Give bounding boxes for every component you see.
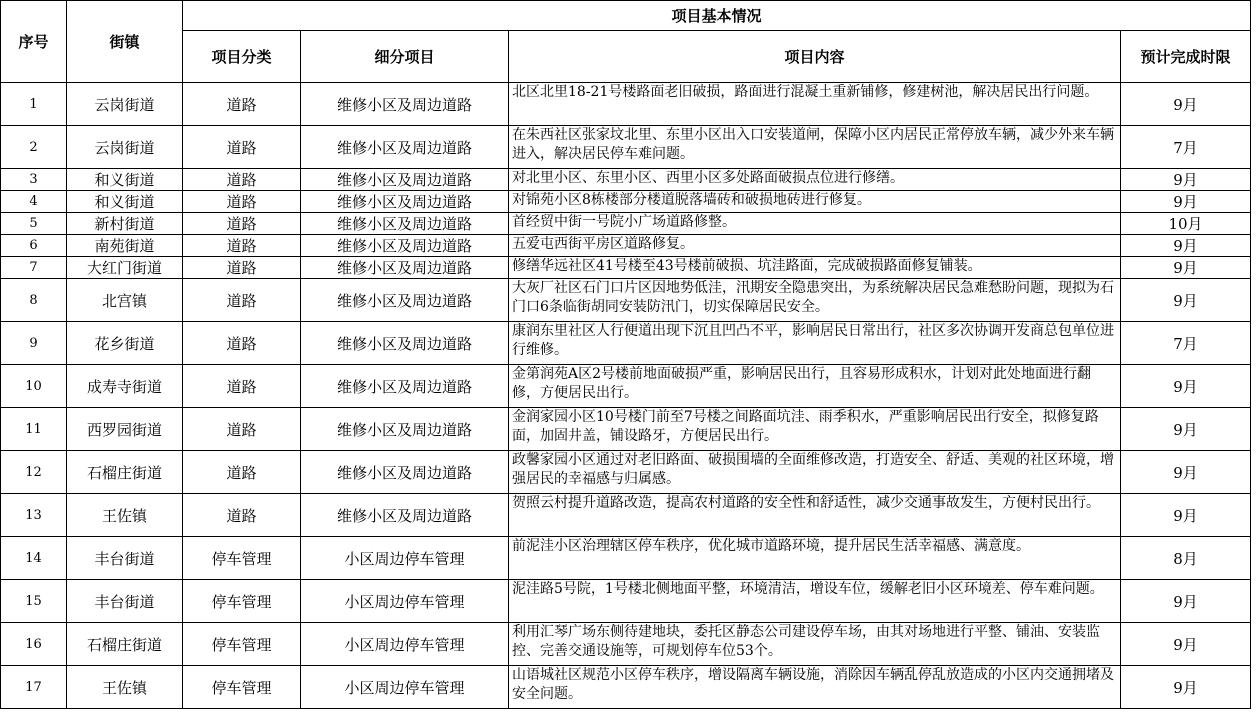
header-seq: 序号 [1,1,67,83]
cell-content: 对北里小区、东里小区、西里小区多处路面破损点位进行修缮。 [509,169,1121,191]
cell-subproject: 维修小区及周边道路 [301,191,509,213]
table-row [1,322,1251,365]
cell-category: 道路 [183,322,301,365]
cell-category: 道路 [183,279,301,322]
header-deadline: 预计完成时限 [1121,31,1251,83]
cell-subproject: 维修小区及周边道路 [301,494,509,537]
table-row [1,235,1251,257]
cell-seq: 3 [1,169,67,191]
cell-street: 北宫镇 [67,279,183,322]
cell-content: 前泥洼小区治理辖区停车秩序，优化城市道路环境，提升居民生活幸福感、满意度。 [509,537,1121,580]
cell-deadline: 9月 [1121,83,1251,126]
cell-content: 在朱西社区张家坟北里、东里小区出入口安装道闸，保障小区内居民正常停放车辆，减少外来车辆进入，解决居民停车难问题。 [509,126,1121,169]
table-row [1,126,1251,169]
cell-seq: 10 [1,365,67,408]
cell-street: 花乡街道 [67,322,183,365]
cell-subproject: 维修小区及周边道路 [301,322,509,365]
cell-content: 大灰厂社区石门口片区因地势低洼，汛期安全隐患突出，为系统解决居民急难愁盼问题，现拟为石门口6条临街胡同安装防汛门，切实保障居民安全。 [509,279,1121,322]
cell-subproject: 维修小区及周边道路 [301,235,509,257]
cell-street: 西罗园街道 [67,408,183,451]
cell-category: 停车管理 [183,623,301,666]
cell-street: 丰台街道 [67,580,183,623]
cell-street: 云岗街道 [67,126,183,169]
cell-street: 丰台街道 [67,537,183,580]
cell-street: 成寿寺街道 [67,365,183,408]
table-row [1,279,1251,322]
cell-category: 道路 [183,365,301,408]
cell-content: 首经贸中街一号院小广场道路修整。 [509,213,1121,235]
cell-content: 泥洼路5号院，1号楼北侧地面平整，环境清洁，增设车位，缓解老旧小区环境差、停车难问题。 [509,580,1121,623]
cell-subproject: 维修小区及周边道路 [301,213,509,235]
table-row [1,365,1251,408]
cell-subproject: 维修小区及周边道路 [301,126,509,169]
cell-seq: 4 [1,191,67,213]
cell-seq: 16 [1,623,67,666]
cell-deadline: 8月 [1121,537,1251,580]
table-row [1,408,1251,451]
table-row [1,191,1251,213]
cell-category: 道路 [183,191,301,213]
header-project-basic-info: 项目基本情况 [183,1,1251,31]
cell-category: 停车管理 [183,666,301,709]
cell-seq: 17 [1,666,67,709]
cell-content: 修缮华远社区41号楼至43号楼前破损、坑洼路面，完成破损路面修复铺装。 [509,257,1121,279]
header-content: 项目内容 [509,31,1121,83]
cell-seq: 14 [1,537,67,580]
cell-seq: 15 [1,580,67,623]
cell-street: 南苑街道 [67,235,183,257]
cell-content: 山语城社区规范小区停车秩序，增设隔离车辆设施，消除因车辆乱停乱放造成的小区内交通拥堵及安全问题。 [509,666,1121,709]
cell-street: 新村街道 [67,213,183,235]
cell-content: 康润东里社区人行便道出现下沉且凹凸不平，影响居民日常出行，社区多次协调开发商总包单位进行维修。 [509,322,1121,365]
cell-content: 五爱屯西街平房区道路修复。 [509,235,1121,257]
header-street: 街镇 [67,1,183,83]
cell-category: 道路 [183,494,301,537]
cell-street: 和义街道 [67,169,183,191]
cell-category: 道路 [183,169,301,191]
cell-deadline: 10月 [1121,213,1251,235]
cell-subproject: 维修小区及周边道路 [301,365,509,408]
cell-subproject: 维修小区及周边道路 [301,451,509,494]
table-row [1,169,1251,191]
cell-seq: 6 [1,235,67,257]
cell-seq: 11 [1,408,67,451]
cell-subproject: 维修小区及周边道路 [301,169,509,191]
cell-deadline: 9月 [1121,235,1251,257]
cell-category: 道路 [183,451,301,494]
cell-street: 石榴庄街道 [67,451,183,494]
cell-category: 道路 [183,126,301,169]
header-row-top [1,1,1251,31]
cell-deadline: 9月 [1121,257,1251,279]
table-row [1,623,1251,666]
cell-content: 贺照云村提升道路改造，提高农村道路的安全性和舒适性，减少交通事故发生，方便村民出行。 [509,494,1121,537]
cell-deadline: 9月 [1121,666,1251,709]
cell-category: 道路 [183,408,301,451]
cell-street: 和义街道 [67,191,183,213]
cell-content: 金第润苑A区2号楼前地面破损严重，影响居民出行，且容易形成积水，计划对此处地面进行翻修，方便居民出行。 [509,365,1121,408]
cell-seq: 12 [1,451,67,494]
header-row-sub [1,31,1251,83]
cell-category: 道路 [183,83,301,126]
cell-deadline: 9月 [1121,580,1251,623]
table-body [1,83,1251,709]
cell-subproject: 维修小区及周边道路 [301,408,509,451]
cell-subproject: 小区周边停车管理 [301,537,509,580]
cell-subproject: 维修小区及周边道路 [301,83,509,126]
cell-category: 道路 [183,213,301,235]
cell-seq: 13 [1,494,67,537]
table-row [1,451,1251,494]
table-row [1,580,1251,623]
cell-seq: 7 [1,257,67,279]
cell-street: 王佐镇 [67,666,183,709]
cell-street: 云岗街道 [67,83,183,126]
cell-content: 对锦苑小区8栋楼部分楼道脱落墙砖和破损地砖进行修复。 [509,191,1121,213]
cell-deadline: 7月 [1121,126,1251,169]
table-row [1,83,1251,126]
cell-seq: 8 [1,279,67,322]
cell-seq: 1 [1,83,67,126]
cell-deadline: 9月 [1121,494,1251,537]
cell-content: 金润家园小区10号楼门前至7号楼之间路面坑洼、雨季积水，严重影响居民出行安全，拟修复路面，加固井盖，铺设路牙，方便居民出行。 [509,408,1121,451]
cell-seq: 9 [1,322,67,365]
cell-deadline: 9月 [1121,365,1251,408]
table-row [1,537,1251,580]
cell-category: 道路 [183,235,301,257]
cell-deadline: 9月 [1121,408,1251,451]
cell-street: 大红门街道 [67,257,183,279]
cell-deadline: 9月 [1121,451,1251,494]
cell-street: 王佐镇 [67,494,183,537]
cell-content: 利用汇琴广场东侧待建地块，委托区静态公司建设停车场，由其对场地进行平整、铺油、安装监控、完善交通设施等，可规划停车位53个。 [509,623,1121,666]
cell-subproject: 维修小区及周边道路 [301,279,509,322]
cell-deadline: 9月 [1121,169,1251,191]
header-category: 项目分类 [183,31,301,83]
cell-subproject: 小区周边停车管理 [301,580,509,623]
cell-category: 停车管理 [183,537,301,580]
table-row [1,213,1251,235]
cell-category: 道路 [183,257,301,279]
cell-content: 政馨家园小区通过对老旧路面、破损围墙的全面维修改造，打造安全、舒适、美观的社区环境，增强居民的幸福感与归属感。 [509,451,1121,494]
table-row [1,494,1251,537]
header-subproject: 细分项目 [301,31,509,83]
cell-category: 停车管理 [183,580,301,623]
table-row [1,257,1251,279]
cell-deadline: 9月 [1121,191,1251,213]
cell-subproject: 小区周边停车管理 [301,666,509,709]
cell-seq: 5 [1,213,67,235]
cell-deadline: 9月 [1121,279,1251,322]
cell-deadline: 9月 [1121,623,1251,666]
cell-street: 石榴庄街道 [67,623,183,666]
cell-subproject: 小区周边停车管理 [301,623,509,666]
cell-content: 北区北里18-21号楼路面老旧破损，路面进行混凝土重新铺修，修建树池，解决居民出行问题。 [509,83,1121,126]
cell-subproject: 维修小区及周边道路 [301,257,509,279]
cell-deadline: 7月 [1121,322,1251,365]
cell-seq: 2 [1,126,67,169]
table-row [1,666,1251,709]
